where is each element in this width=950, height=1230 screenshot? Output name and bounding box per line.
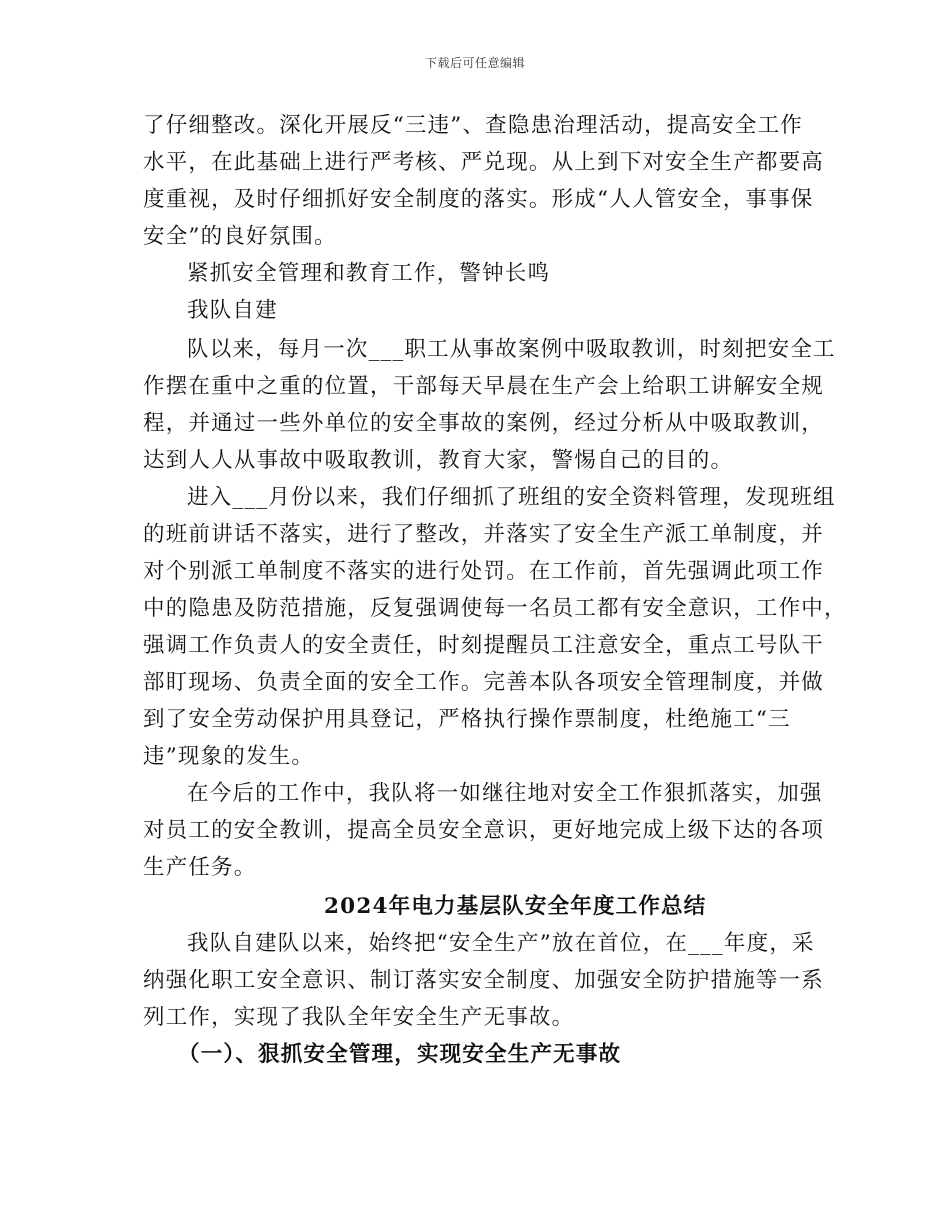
body-line: 安全”的良好氛围。 (143, 224, 337, 249)
body-line: 对员工的安全教训，提高全员安全意识，更好地完成上级下达的各项 (143, 818, 825, 843)
body-line: 的班前讲话不落实，进行了整改，并落实了安全生产派工单制度，并 (143, 522, 825, 547)
subsection-heading: （一）、狠抓安全管理，实现安全生产无事故 (178, 1042, 622, 1067)
body-line: 强调工作负责人的安全责任，时刻提醒员工注意安全，重点工号队干 (143, 633, 825, 658)
body-line: 了仔细整改。深化开展反“三违”、查隐患治理活动，提高安全工作 (143, 113, 803, 138)
body-line: 作摆在重中之重的位置，干部每天早晨在生产会上给职工讲解安全规 (143, 374, 825, 399)
page-header: 下载后可任意编辑 (424, 56, 525, 70)
body-line: 度重视，及时仔细抓好安全制度的落实。形成“人人管安全，事事保 (143, 187, 814, 212)
body-line: 纳强化职工安全意识、制订落实安全制度、加强安全防护措施等一系 (143, 968, 825, 993)
body-line: 进入___月份以来，我们仔细抓了班组的安全资料管理，发现班组 (187, 485, 836, 510)
body-line: 水平，在此基础上进行严考核、严兑现。从上到下对安全生产都要高 (143, 150, 825, 175)
body-line: 我队自建队以来，始终把“安全生产”放在首位，在___年度，采 (187, 931, 815, 956)
body-line: 在今后的工作中，我队将一如继往地对安全工作狠抓落实，加强 (187, 781, 823, 806)
body-line: 列工作，实现了我队全年安全生产无事故。 (143, 1005, 575, 1030)
section-title: 2024年电力基层队安全年度工作总结 (324, 894, 707, 919)
body-line: 部盯现场、负责全面的安全工作。完善本队各项安全管理制度，并做 (143, 670, 825, 695)
body-line: 紧抓安全管理和教育工作，警钟长鸣 (187, 261, 551, 286)
body-line: 对个别派工单制度不落实的进行处罚。在工作前，首先强调此项工作 (143, 559, 825, 584)
body-line: 生产任务。 (143, 855, 257, 880)
body-line: 中的隐患及防范措施，反复强调使每一名员工都有安全意识，工作中， (143, 596, 847, 621)
body-line: 程，并通过一些外单位的安全事故的案例，经过分析从中吸取教训， (143, 411, 825, 436)
body-line: 达到人人从事故中吸取教训，教育大家，警惕自己的目的。 (143, 448, 734, 473)
body-line: 我队自建 (187, 298, 278, 323)
body-line: 违”现象的发生。 (143, 744, 315, 769)
body-line: 到了安全劳动保护用具登记，严格执行操作票制度，杜绝施工“三 (143, 707, 791, 732)
body-line: 队以来，每月一次___职工从事故案例中吸取教训，时刻把安全工 (187, 337, 836, 362)
